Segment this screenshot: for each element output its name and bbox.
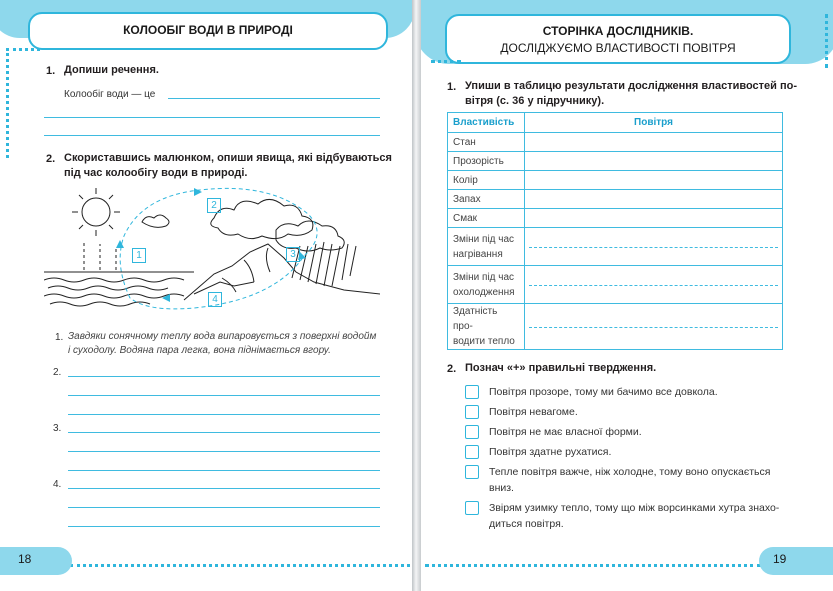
sea-waves (44, 272, 194, 306)
question-1-number: 1. (447, 81, 457, 93)
table-cell-property (448, 133, 525, 152)
answer-3-number: 3. (53, 423, 62, 434)
properties-table (447, 112, 783, 350)
answer-line[interactable] (68, 507, 380, 508)
right-page (421, 0, 833, 591)
table-row (448, 133, 783, 152)
answer-line[interactable] (68, 526, 380, 527)
table-header-property: Властивість (448, 113, 525, 133)
table-cell-answer[interactable] (525, 209, 783, 228)
answer-line[interactable] (44, 117, 380, 118)
footer-dotted-rule (425, 564, 761, 567)
statement-text (489, 404, 795, 420)
statement-checkbox[interactable] (465, 501, 479, 515)
page-number: 19 (773, 552, 787, 566)
statement-text (489, 444, 795, 460)
table-cell-answer[interactable] (525, 228, 783, 266)
question-2-text: Познач «+» правильні твердження. (465, 362, 657, 374)
page-title-line1: СТОРІНКА ДОСЛІДНИКІВ. (542, 24, 694, 38)
dotted-rule (6, 48, 40, 51)
dashed-guide (529, 327, 778, 328)
book-spine (412, 0, 421, 591)
question-1-text-line1: Упиши в таблицю результати дослідження властивостей по- (465, 80, 798, 92)
table-header-row (448, 113, 783, 133)
title-frame (445, 14, 791, 64)
title-frame (28, 12, 388, 50)
answer-1-text (68, 330, 388, 358)
statement-text (489, 500, 795, 532)
statement-text (489, 424, 795, 440)
question-2-text-line1: Скориставшись малюнком, опиши явища, які відбуваються (64, 152, 392, 164)
table-cell-property (448, 266, 525, 304)
sun-icon (72, 188, 120, 236)
figure-label-4: 4 (208, 292, 222, 307)
answer-1-line1: Завдяки сонячному теплу вода випаровується з поверхні водойм (68, 331, 377, 342)
table-row (448, 266, 783, 304)
property-label: Стан (453, 136, 476, 148)
statement-line1: Тепле повітря важче, ніж холодне, тому воно опускається (489, 466, 771, 478)
statement-checkbox[interactable] (465, 385, 479, 399)
table-cell-property (448, 304, 525, 350)
table-row (448, 171, 783, 190)
question-2-text-line2: під час колообігу води в природі. (64, 167, 248, 179)
statement-line1: Повітря невагоме. (489, 406, 578, 418)
statement-checkbox[interactable] (465, 445, 479, 459)
page-title-line2: ДОСЛІДЖУЄМО ВЛАСТИВОСТІ ПОВІТРЯ (500, 41, 736, 55)
page-number-badge (0, 547, 72, 575)
figure-label-2: 2 (207, 198, 221, 213)
table-cell-property (448, 228, 525, 266)
property-label-line1: Зміни під час (453, 271, 515, 283)
table-cell-answer[interactable] (525, 133, 783, 152)
statement-line1: Повітря не має власної форми. (489, 426, 642, 438)
property-label: Прозорість (453, 155, 504, 167)
answer-line[interactable] (168, 98, 380, 99)
answer-1-line2: і суходолу. Водяна пара легка, вона піднімається вгору. (68, 345, 331, 356)
table-cell-property (448, 152, 525, 171)
figure-label-3: 3 (286, 247, 300, 262)
statement-checkbox[interactable] (465, 465, 479, 479)
answer-line[interactable] (68, 451, 380, 452)
dashed-guide (529, 285, 778, 286)
answer-4-number: 4. (53, 479, 62, 490)
property-label-line2: охолодження (453, 286, 515, 298)
page-number-badge (759, 547, 833, 575)
table-cell-property (448, 171, 525, 190)
figure-label-1: 1 (132, 248, 146, 263)
statement-text (489, 464, 795, 496)
statement-line1: Звірям узимку тепло, тому що між ворсинками хутра знахо- (489, 502, 780, 514)
table-cell-answer[interactable] (525, 152, 783, 171)
question-2-number: 2. (46, 153, 56, 165)
table-cell-property (448, 209, 525, 228)
answer-line[interactable] (68, 470, 380, 471)
statement-checkbox[interactable] (465, 425, 479, 439)
left-page (0, 0, 412, 591)
dashed-guide (529, 247, 778, 248)
property-label: Смак (453, 212, 478, 224)
answer-2-number: 2. (53, 367, 62, 378)
table-row (448, 152, 783, 171)
table-row (448, 304, 783, 350)
table-cell-answer[interactable] (525, 266, 783, 304)
property-label-line1: Зміни під час (453, 233, 515, 245)
answer-line[interactable] (68, 395, 380, 396)
evaporation-arrows (84, 242, 116, 270)
statement-line2: диться повітря. (489, 518, 564, 530)
answer-line[interactable] (68, 432, 380, 433)
table-cell-answer[interactable] (525, 190, 783, 209)
table-row (448, 228, 783, 266)
statement-line2: вниз. (489, 482, 514, 494)
table-cell-answer[interactable] (525, 304, 783, 350)
table-row (448, 190, 783, 209)
question-1-number: 1. (46, 65, 56, 77)
table-header-air: Повітря (525, 113, 783, 133)
answer-line[interactable] (44, 135, 380, 136)
statement-checkbox[interactable] (465, 405, 479, 419)
question-1-prompt: Колообіг води — це (64, 89, 156, 100)
dotted-rule (431, 60, 461, 63)
table-cell-answer[interactable] (525, 171, 783, 190)
property-label: Запах (453, 193, 481, 205)
answer-line[interactable] (68, 414, 380, 415)
page-number: 18 (18, 552, 32, 566)
property-label-line1: Здатність про- (453, 306, 498, 332)
property-label-line2: нагрівання (453, 248, 503, 260)
question-2-number: 2. (447, 363, 457, 375)
dotted-rule-vertical (825, 14, 828, 68)
answer-line[interactable] (68, 376, 380, 377)
table-row (448, 209, 783, 228)
footer-dotted-rule (70, 564, 410, 567)
statement-line1: Повітря прозоре, тому ми бачимо все довкола. (489, 386, 718, 398)
table-cell-property (448, 190, 525, 209)
statement-text (489, 384, 795, 400)
property-label-line2: водити тепло (453, 336, 515, 347)
statement-line1: Повітря здатне рухатися. (489, 446, 612, 458)
dotted-rule-vertical (6, 48, 9, 158)
property-label: Колір (453, 174, 478, 186)
page-title: КОЛООБІГ ВОДИ В ПРИРОДІ (123, 23, 293, 37)
answer-line[interactable] (68, 488, 380, 489)
answer-1-number: 1. (55, 332, 64, 343)
question-1-text-line2: вітря (с. 36 у підручнику). (465, 95, 605, 107)
question-1-text: Допиши речення. (64, 64, 159, 76)
rain-lines (292, 242, 356, 286)
